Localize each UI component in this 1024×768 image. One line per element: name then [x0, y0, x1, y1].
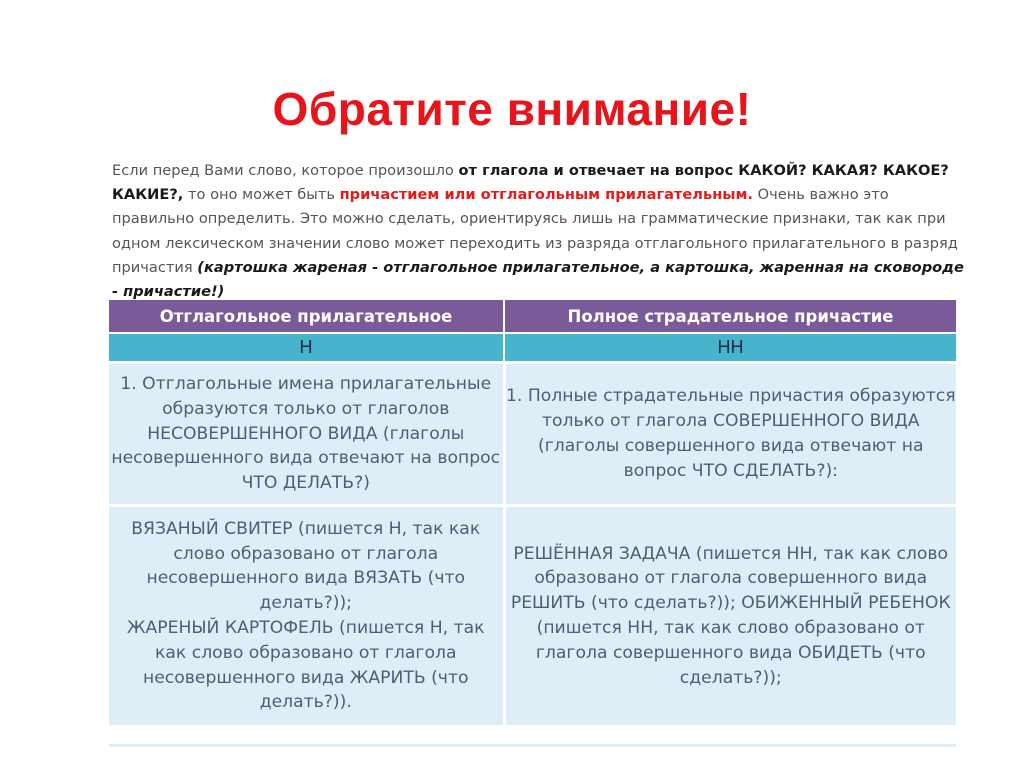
- intro-paragraph: [112, 159, 972, 304]
- intro-example: (картошка жареная - отглагольное прилагательное, а картошка, жаренная на сковороде - причастие!): [112, 258, 964, 301]
- example-text: ЖАРЕНЫЙ КАРТОФЕЛЬ (пишется Н, так как слово образовано от глагола несовершенного вида ЖАРИТЬ (что делать?)).: [126, 618, 485, 713]
- intro-text-highlight: причастием или отглагольным прилагательным.: [339, 186, 753, 204]
- rule-participle-text: 1. Полные страдательные причастия образуются только от глагола СОВЕРШЕННОГО ВИДА (глаголы совершенного вида отвечают на вопрос ЧТО СДЕЛАТЬ?):: [505, 386, 956, 481]
- intro-text-2: то оно может быть: [183, 186, 340, 204]
- subheader-nn: НН: [504, 333, 956, 363]
- comparison-table: [109, 300, 956, 725]
- intro-text-bold: от глагола и отвечает на вопрос КАКОЙ? КАКАЯ? КАКОЕ? КАКИЕ?,: [112, 162, 949, 204]
- subheader-n: Н: [109, 333, 504, 363]
- example-text: РЕШЁННАЯ ЗАДАЧА (пишется НН, так как слово образовано от глагола совершенного вида РЕШИТЬ (что сделать?)); ОБИЖЕННЫЙ РЕБЕНОК (пишется НН, так как слово образовано от глагола совершенного вида ОБИДЕТЬ (что сделать?));: [510, 543, 951, 688]
- rule-participle-cell: [504, 363, 956, 506]
- example-text: ВЯЗАНЫЙ СВИТЕР (пишется Н, так как слово образовано от глагола несовершенного вида ВЯЗАТЬ (что делать?));: [131, 518, 481, 614]
- table-header-row: [109, 300, 956, 333]
- intro-text-1: Если перед Вами слово, которое произошло: [112, 162, 459, 179]
- table-row: [109, 506, 956, 726]
- table-bottom-edge: [109, 744, 956, 747]
- examples-adjective-cell: [109, 506, 504, 726]
- table-subheader-row: [109, 333, 956, 363]
- header-adjective: Отглагольное прилагательное: [109, 300, 504, 333]
- slide-title: Обратите внимание!: [272, 83, 752, 135]
- examples-participle-cell: [504, 506, 956, 726]
- rule-adjective-cell: [109, 363, 504, 506]
- header-participle: Полное страдательное причастие: [504, 300, 956, 333]
- rule-adjective-text: 1. Отглагольные имена прилагательные образуются только от глаголов НЕСОВЕРШЕННОГО ВИДА (глаголы несовершенного вида отвечают на вопрос ЧТО ДЕЛАТЬ?): [111, 374, 501, 494]
- intro-text-3: Очень важно это правильно определить. Это можно сделать, ориентируясь лишь на грамматические признаки, так как при одном лексическом значении слово может переходить из разряда отглагольного прилагательного в разряд причастия: [112, 186, 958, 276]
- table-row: [109, 363, 956, 506]
